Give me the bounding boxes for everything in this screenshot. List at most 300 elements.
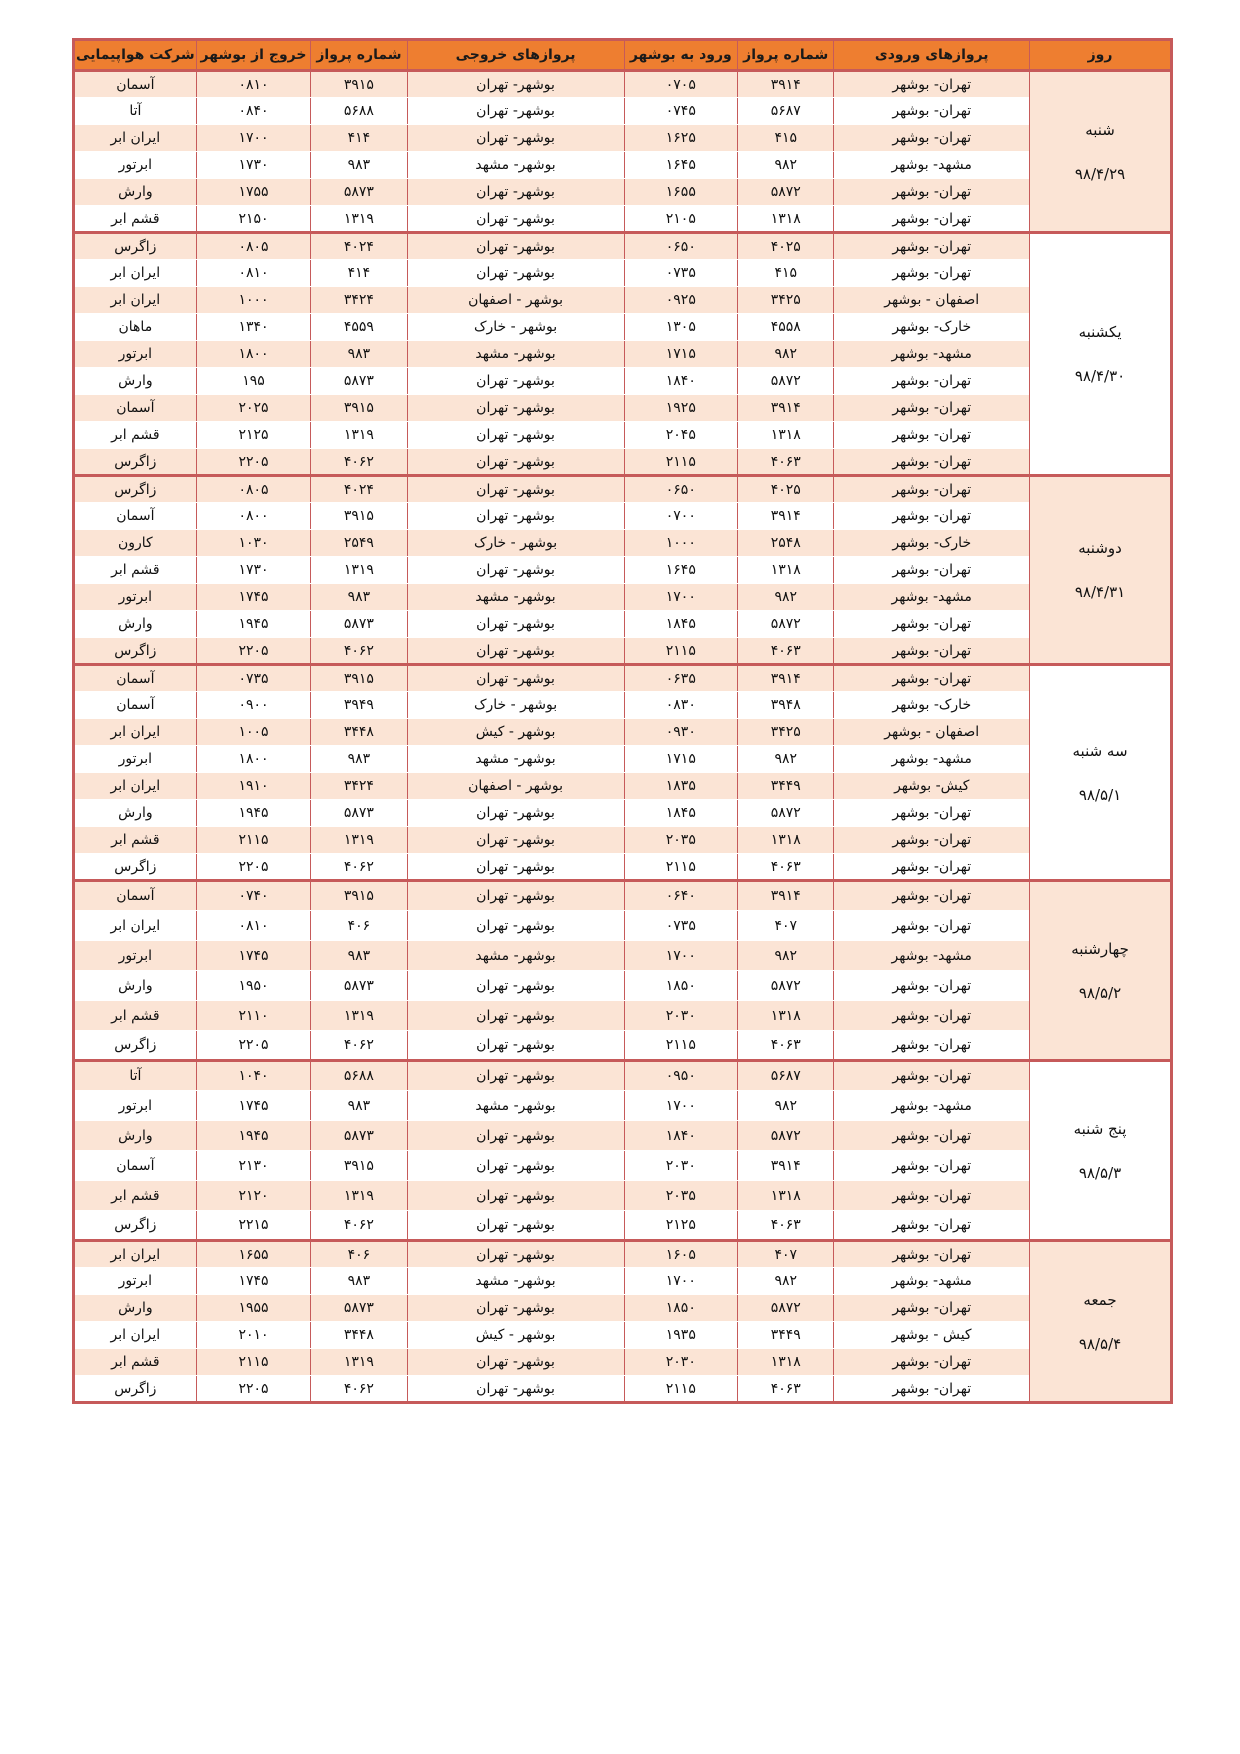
airline-name: زاگرس	[74, 1211, 197, 1241]
departure-time: ۱۷۴۵	[196, 1091, 311, 1121]
arrival-route: تهران- بوشهر	[834, 1376, 1030, 1403]
departure-route: بوشهر- تهران	[407, 206, 624, 233]
departure-route: بوشهر- تهران	[407, 368, 624, 395]
departure-time: ۰۹۰۰	[196, 692, 311, 719]
departure-flight-no: ۱۳۱۹	[311, 557, 407, 584]
departure-time: ۱۹۴۵	[196, 611, 311, 638]
airline-name: وارش	[74, 611, 197, 638]
departure-route: بوشهر- مشهد	[407, 584, 624, 611]
table-row	[74, 314, 1172, 341]
departure-time: ۲۲۰۵	[196, 1031, 311, 1061]
departure-route: بوشهر- تهران	[407, 1001, 624, 1031]
arrival-flight-no: ۳۹۱۴	[738, 881, 834, 911]
arrival-route: تهران- بوشهر	[834, 206, 1030, 233]
departure-route: بوشهر- تهران	[407, 971, 624, 1001]
departure-route: بوشهر- مشهد	[407, 941, 624, 971]
airline-name: وارش	[74, 368, 197, 395]
table-row	[74, 1001, 1172, 1031]
arrival-route: کیش- بوشهر	[834, 773, 1030, 800]
table-row	[74, 1031, 1172, 1061]
airline-name: ماهان	[74, 314, 197, 341]
departure-route: بوشهر- تهران	[407, 476, 624, 503]
airline-name: ابرتور	[74, 152, 197, 179]
departure-route: بوشهر- تهران	[407, 71, 624, 98]
arrival-route: مشهد- بوشهر	[834, 1091, 1030, 1121]
arrival-route: تهران- بوشهر	[834, 98, 1030, 125]
day-date: ۹۸/۵/۳	[1078, 1163, 1122, 1182]
arrival-time: ۰۶۵۰	[624, 476, 738, 503]
departure-flight-no: ۳۹۱۵	[311, 1151, 407, 1181]
arrival-flight-no: ۹۸۲	[738, 584, 834, 611]
arrival-time: ۲۱۱۵	[624, 854, 738, 881]
departure-flight-no: ۹۸۳	[311, 941, 407, 971]
arrival-flight-no: ۹۸۲	[738, 941, 834, 971]
departure-time: ۱۰۰۵	[196, 719, 311, 746]
table-row	[74, 1241, 1172, 1268]
departure-route: بوشهر- تهران	[407, 125, 624, 152]
arrival-time: ۱۳۰۵	[624, 314, 738, 341]
departure-route: بوشهر- تهران	[407, 638, 624, 665]
departure-flight-no: ۵۸۷۳	[311, 800, 407, 827]
departure-flight-no: ۹۸۳	[311, 746, 407, 773]
airline-name: قشم ابر	[74, 422, 197, 449]
arrival-route: خارک- بوشهر	[834, 692, 1030, 719]
arrival-route: تهران- بوشهر	[834, 368, 1030, 395]
departure-flight-no: ۱۳۱۹	[311, 206, 407, 233]
arrival-time: ۱۹۲۵	[624, 395, 738, 422]
arrival-flight-no: ۵۸۷۲	[738, 611, 834, 638]
airline-name: ابرتور	[74, 941, 197, 971]
arrival-time: ۱۶۲۵	[624, 125, 738, 152]
airline-name: ایران ابر	[74, 125, 197, 152]
arrival-flight-no: ۴۰۶۳	[738, 449, 834, 476]
departure-route: بوشهر - خارک	[407, 314, 624, 341]
departure-route: بوشهر- تهران	[407, 503, 624, 530]
arrival-time: ۰۷۰۵	[624, 71, 738, 98]
day-cell	[1030, 476, 1172, 665]
table-row	[74, 911, 1172, 941]
airline-name: آتا	[74, 98, 197, 125]
departure-route: بوشهر- تهران	[407, 911, 624, 941]
departure-route: بوشهر- تهران	[407, 854, 624, 881]
departure-time: ۲۱۵۰	[196, 206, 311, 233]
arrival-time: ۰۶۵۰	[624, 233, 738, 260]
departure-route: بوشهر- تهران	[407, 1349, 624, 1376]
arrival-time: ۱۸۵۰	[624, 1295, 738, 1322]
departure-flight-no: ۴۵۵۹	[311, 314, 407, 341]
departure-route: بوشهر - کیش	[407, 1322, 624, 1349]
departure-time: ۱۷۴۵	[196, 584, 311, 611]
table-row	[74, 1322, 1172, 1349]
departure-flight-no: ۳۹۱۵	[311, 665, 407, 692]
airline-name: ابرتور	[74, 341, 197, 368]
table-row	[74, 152, 1172, 179]
arrival-route: تهران- بوشهر	[834, 476, 1030, 503]
arrival-flight-no: ۱۳۱۸	[738, 1181, 834, 1211]
departure-time: ۲۲۱۵	[196, 1211, 311, 1241]
departure-time: ۱۳۴۰	[196, 314, 311, 341]
arrival-time: ۱۷۱۵	[624, 341, 738, 368]
airline-name: ایران ابر	[74, 773, 197, 800]
airline-name: ابرتور	[74, 1268, 197, 1295]
arrival-route: تهران- بوشهر	[834, 1241, 1030, 1268]
arrival-flight-no: ۵۸۷۲	[738, 368, 834, 395]
departure-time: ۲۰۲۵	[196, 395, 311, 422]
airline-name: ایران ابر	[74, 719, 197, 746]
departure-time: ۱۹۱۰	[196, 773, 311, 800]
departure-route: بوشهر- تهران	[407, 800, 624, 827]
departure-time: ۱۰۳۰	[196, 530, 311, 557]
departure-route: بوشهر - خارک	[407, 692, 624, 719]
arrival-flight-no: ۴۰۶۳	[738, 638, 834, 665]
airline-name: آسمان	[74, 1151, 197, 1181]
arrival-time: ۲۱۰۵	[624, 206, 738, 233]
departure-route: بوشهر- مشهد	[407, 1091, 624, 1121]
arrival-flight-no: ۴۰۶۳	[738, 1211, 834, 1241]
arrival-flight-no: ۲۵۴۸	[738, 530, 834, 557]
arrival-route: تهران- بوشهر	[834, 71, 1030, 98]
departure-route: بوشهر- تهران	[407, 1376, 624, 1403]
arrival-time: ۱۶۴۵	[624, 557, 738, 584]
departure-route: بوشهر- تهران	[407, 1031, 624, 1061]
departure-time: ۲۲۰۵	[196, 1376, 311, 1403]
day-date: ۹۸/۴/۳۱	[1074, 583, 1126, 601]
airline-name: زاگرس	[74, 1376, 197, 1403]
arrival-flight-no: ۳۴۲۵	[738, 719, 834, 746]
header-departure-time: خروج از بوشهر	[196, 40, 311, 71]
table-row	[74, 1151, 1172, 1181]
table-row	[74, 719, 1172, 746]
header-arrival-time: ورود به بوشهر	[624, 40, 738, 71]
arrival-route: تهران- بوشهر	[834, 1211, 1030, 1241]
airline-name: آسمان	[74, 692, 197, 719]
arrival-flight-no: ۹۸۲	[738, 152, 834, 179]
departure-flight-no: ۴۱۴	[311, 125, 407, 152]
table-row	[74, 125, 1172, 152]
table-row	[74, 287, 1172, 314]
departure-flight-no: ۵۸۷۳	[311, 1295, 407, 1322]
airline-name: آسمان	[74, 395, 197, 422]
table-row	[74, 1268, 1172, 1295]
header-arrivals: پروازهای ورودی	[834, 40, 1030, 71]
table-row	[74, 260, 1172, 287]
departure-route: بوشهر- تهران	[407, 1181, 624, 1211]
departure-time: ۱۷۰۰	[196, 125, 311, 152]
arrival-flight-no: ۴۰۷	[738, 911, 834, 941]
departure-time: ۰۸۰۰	[196, 503, 311, 530]
arrival-flight-no: ۳۹۱۴	[738, 503, 834, 530]
arrival-route: تهران- بوشهر	[834, 611, 1030, 638]
airline-name: زاگرس	[74, 854, 197, 881]
arrival-time: ۱۷۰۰	[624, 941, 738, 971]
table-row	[74, 476, 1172, 503]
departure-time: ۱۷۳۰	[196, 152, 311, 179]
table-row	[74, 503, 1172, 530]
day-cell	[1030, 1061, 1172, 1241]
arrival-route: تهران- بوشهر	[834, 1295, 1030, 1322]
arrival-flight-no: ۴۰۲۵	[738, 476, 834, 503]
departure-flight-no: ۱۳۱۹	[311, 1181, 407, 1211]
airline-name: آسمان	[74, 665, 197, 692]
arrival-route: مشهد- بوشهر	[834, 152, 1030, 179]
table-row	[74, 746, 1172, 773]
departure-time: ۲۱۳۰	[196, 1151, 311, 1181]
departure-route: بوشهر- تهران	[407, 1241, 624, 1268]
departure-route: بوشهر- تهران	[407, 1295, 624, 1322]
departure-time: ۱۸۰۰	[196, 746, 311, 773]
arrival-time: ۱۷۱۵	[624, 746, 738, 773]
departure-route: بوشهر - اصفهان	[407, 287, 624, 314]
departure-time: ۱۷۳۰	[196, 557, 311, 584]
table-row	[74, 71, 1172, 98]
arrival-route: تهران- بوشهر	[834, 881, 1030, 911]
arrival-flight-no: ۵۸۷۲	[738, 1295, 834, 1322]
day-date: ۹۸/۴/۳۰	[1074, 367, 1126, 385]
departure-time: ۱۶۵۵	[196, 1241, 311, 1268]
arrival-route: تهران- بوشهر	[834, 971, 1030, 1001]
day-name: شنبه	[1085, 120, 1115, 139]
arrival-route: تهران- بوشهر	[834, 1001, 1030, 1031]
arrival-route: تهران- بوشهر	[834, 800, 1030, 827]
departure-route: بوشهر- تهران	[407, 449, 624, 476]
airline-name: زاگرس	[74, 233, 197, 260]
departure-time: ۰۸۱۰	[196, 260, 311, 287]
departure-flight-no: ۱۳۱۹	[311, 1001, 407, 1031]
departure-time: ۰۸۱۰	[196, 911, 311, 941]
departure-flight-no: ۹۸۳	[311, 152, 407, 179]
arrival-time: ۲۰۳۵	[624, 1181, 738, 1211]
arrival-time: ۲۰۳۰	[624, 1001, 738, 1031]
table-row	[74, 1295, 1172, 1322]
departure-flight-no: ۳۹۴۹	[311, 692, 407, 719]
table-row	[74, 341, 1172, 368]
departure-time: ۲۱۱۵	[196, 1349, 311, 1376]
departure-flight-no: ۵۸۷۳	[311, 971, 407, 1001]
arrival-route: خارک- بوشهر	[834, 530, 1030, 557]
departure-time: ۲۱۱۵	[196, 827, 311, 854]
arrival-route: تهران- بوشهر	[834, 827, 1030, 854]
airline-name: آتا	[74, 1061, 197, 1091]
departure-flight-no: ۳۴۲۴	[311, 287, 407, 314]
departure-flight-no: ۴۰۲۴	[311, 476, 407, 503]
arrival-time: ۱۷۰۰	[624, 1091, 738, 1121]
arrival-flight-no: ۱۳۱۸	[738, 827, 834, 854]
arrival-time: ۱۶۴۵	[624, 152, 738, 179]
airline-name: وارش	[74, 179, 197, 206]
airline-name: زاگرس	[74, 1031, 197, 1061]
departure-time: ۲۲۰۵	[196, 638, 311, 665]
departure-route: بوشهر- تهران	[407, 1121, 624, 1151]
arrival-flight-no: ۳۹۴۸	[738, 692, 834, 719]
arrival-route: تهران- بوشهر	[834, 449, 1030, 476]
day-cell	[1030, 881, 1172, 1061]
airline-name: زاگرس	[74, 476, 197, 503]
departure-route: بوشهر- تهران	[407, 1211, 624, 1241]
arrival-flight-no: ۵۸۷۲	[738, 800, 834, 827]
table-row	[74, 692, 1172, 719]
day-name: یکشنبه	[1078, 323, 1122, 341]
departure-time: ۱۸۰۰	[196, 341, 311, 368]
arrival-time: ۲۰۳۰	[624, 1151, 738, 1181]
arrival-route: تهران- بوشهر	[834, 1181, 1030, 1211]
arrival-flight-no: ۱۳۱۸	[738, 422, 834, 449]
day-date: ۹۸/۴/۲۹	[1074, 164, 1126, 183]
departure-flight-no: ۵۸۷۳	[311, 1121, 407, 1151]
table-row	[74, 422, 1172, 449]
arrival-flight-no: ۳۹۱۴	[738, 71, 834, 98]
departure-route: بوشهر - خارک	[407, 530, 624, 557]
departure-flight-no: ۴۱۴	[311, 260, 407, 287]
header-row	[74, 40, 1172, 71]
table-row	[74, 638, 1172, 665]
departure-route: بوشهر - کیش	[407, 719, 624, 746]
departure-route: بوشهر- تهران	[407, 827, 624, 854]
arrival-flight-no: ۳۴۲۵	[738, 287, 834, 314]
arrival-route: مشهد- بوشهر	[834, 341, 1030, 368]
arrival-flight-no: ۳۴۴۹	[738, 1322, 834, 1349]
arrival-flight-no: ۳۹۱۴	[738, 1151, 834, 1181]
table-row	[74, 1121, 1172, 1151]
arrival-route: اصفهان - بوشهر	[834, 287, 1030, 314]
departure-flight-no: ۴۰۶۲	[311, 1031, 407, 1061]
table-row	[74, 368, 1172, 395]
departure-flight-no: ۴۰۶۲	[311, 854, 407, 881]
airline-name: آسمان	[74, 881, 197, 911]
airline-name: ایران ابر	[74, 287, 197, 314]
airline-name: ابرتور	[74, 584, 197, 611]
departure-time: ۱۹۴۵	[196, 1121, 311, 1151]
departure-flight-no: ۵۶۸۸	[311, 1061, 407, 1091]
departure-time: ۰۸۰۵	[196, 233, 311, 260]
arrival-time: ۰۹۳۰	[624, 719, 738, 746]
arrival-time: ۰۹۵۰	[624, 1061, 738, 1091]
departure-flight-no: ۴۰۶۲	[311, 449, 407, 476]
airline-name: وارش	[74, 971, 197, 1001]
departure-flight-no: ۱۳۱۹	[311, 1349, 407, 1376]
table-row	[74, 665, 1172, 692]
departure-time: ۲۲۰۵	[196, 449, 311, 476]
airline-name: قشم ابر	[74, 1349, 197, 1376]
arrival-time: ۱۸۵۰	[624, 971, 738, 1001]
arrival-time: ۲۰۴۵	[624, 422, 738, 449]
departure-time: ۰۷۳۵	[196, 665, 311, 692]
header-day: روز	[1030, 40, 1172, 71]
departure-flight-no: ۴۰۶	[311, 1241, 407, 1268]
table-row	[74, 881, 1172, 911]
arrival-time: ۲۱۱۵	[624, 1376, 738, 1403]
table-row	[74, 773, 1172, 800]
arrival-route: تهران- بوشهر	[834, 179, 1030, 206]
day-name: چهارشنبه	[1071, 939, 1129, 958]
table-row	[74, 530, 1172, 557]
departure-flight-no: ۳۴۴۸	[311, 1322, 407, 1349]
departure-flight-no: ۹۸۳	[311, 341, 407, 368]
arrival-flight-no: ۹۸۲	[738, 341, 834, 368]
day-name: سه شنبه	[1072, 741, 1128, 760]
airline-name: قشم ابر	[74, 1001, 197, 1031]
arrival-flight-no: ۱۳۱۸	[738, 557, 834, 584]
table-row	[74, 1181, 1172, 1211]
arrival-flight-no: ۴۰۶۳	[738, 1376, 834, 1403]
arrival-flight-no: ۴۰۲۵	[738, 233, 834, 260]
airline-name: آسمان	[74, 503, 197, 530]
table-row	[74, 395, 1172, 422]
departure-flight-no: ۳۹۱۵	[311, 71, 407, 98]
day-cell	[1030, 1241, 1172, 1403]
arrival-route: تهران- بوشهر	[834, 911, 1030, 941]
arrival-time: ۲۰۳۵	[624, 827, 738, 854]
arrival-time: ۱۹۳۵	[624, 1322, 738, 1349]
departure-flight-no: ۹۸۳	[311, 1091, 407, 1121]
arrival-route: کیش - بوشهر	[834, 1322, 1030, 1349]
flight-schedule-table	[72, 38, 1173, 1404]
arrival-flight-no: ۱۳۱۸	[738, 1349, 834, 1376]
departure-flight-no: ۴۰۶۲	[311, 1211, 407, 1241]
departure-time: ۱۷۴۵	[196, 1268, 311, 1295]
arrival-flight-no: ۱۳۱۸	[738, 1001, 834, 1031]
departure-flight-no: ۳۴۴۸	[311, 719, 407, 746]
departure-route: بوشهر- تهران	[407, 881, 624, 911]
day-date: ۹۸/۵/۲	[1078, 983, 1122, 1002]
arrival-time: ۱۸۴۰	[624, 1121, 738, 1151]
arrival-time: ۱۸۴۰	[624, 368, 738, 395]
arrival-time: ۱۸۴۵	[624, 611, 738, 638]
day-date: ۹۸/۵/۴	[1078, 1334, 1122, 1353]
departure-route: بوشهر- تهران	[407, 260, 624, 287]
arrival-flight-no: ۱۳۱۸	[738, 206, 834, 233]
table-row	[74, 1091, 1172, 1121]
departure-route: بوشهر- تهران	[407, 557, 624, 584]
departure-time: ۱۰۴۰	[196, 1061, 311, 1091]
arrival-route: خارک- بوشهر	[834, 314, 1030, 341]
airline-name: ابرتور	[74, 1091, 197, 1121]
arrival-flight-no: ۳۹۱۴	[738, 395, 834, 422]
departure-route: بوشهر- تهران	[407, 611, 624, 638]
arrival-flight-no: ۳۹۱۴	[738, 665, 834, 692]
table-row	[74, 971, 1172, 1001]
arrival-route: تهران- بوشهر	[834, 125, 1030, 152]
airline-name: زاگرس	[74, 638, 197, 665]
departure-flight-no: ۳۹۱۵	[311, 503, 407, 530]
airline-name: آسمان	[74, 71, 197, 98]
arrival-flight-no: ۵۸۷۲	[738, 179, 834, 206]
header-airline: شرکت هواپیمایی	[74, 40, 197, 71]
header-arrival-flight-no: شماره پرواز	[738, 40, 834, 71]
arrival-flight-no: ۳۴۴۹	[738, 773, 834, 800]
arrival-flight-no: ۹۸۲	[738, 746, 834, 773]
departure-time: ۱۷۵۵	[196, 179, 311, 206]
arrival-time: ۰۷۳۵	[624, 260, 738, 287]
departure-flight-no: ۳۹۱۵	[311, 395, 407, 422]
arrival-time: ۰۶۳۵	[624, 665, 738, 692]
arrival-time: ۰۸۳۰	[624, 692, 738, 719]
arrival-route: تهران- بوشهر	[834, 1151, 1030, 1181]
arrival-time: ۲۱۱۵	[624, 1031, 738, 1061]
table-row	[74, 179, 1172, 206]
day-cell	[1030, 665, 1172, 881]
table-row	[74, 941, 1172, 971]
arrival-flight-no: ۴۰۷	[738, 1241, 834, 1268]
departure-route: بوشهر- تهران	[407, 233, 624, 260]
schedule-body	[74, 71, 1172, 1403]
departure-flight-no: ۹۸۳	[311, 584, 407, 611]
airline-name: ابرتور	[74, 746, 197, 773]
departure-route: بوشهر- مشهد	[407, 746, 624, 773]
departure-route: بوشهر - اصفهان	[407, 773, 624, 800]
arrival-route: اصفهان - بوشهر	[834, 719, 1030, 746]
arrival-time: ۱۷۰۰	[624, 1268, 738, 1295]
departure-flight-no: ۱۳۱۹	[311, 422, 407, 449]
